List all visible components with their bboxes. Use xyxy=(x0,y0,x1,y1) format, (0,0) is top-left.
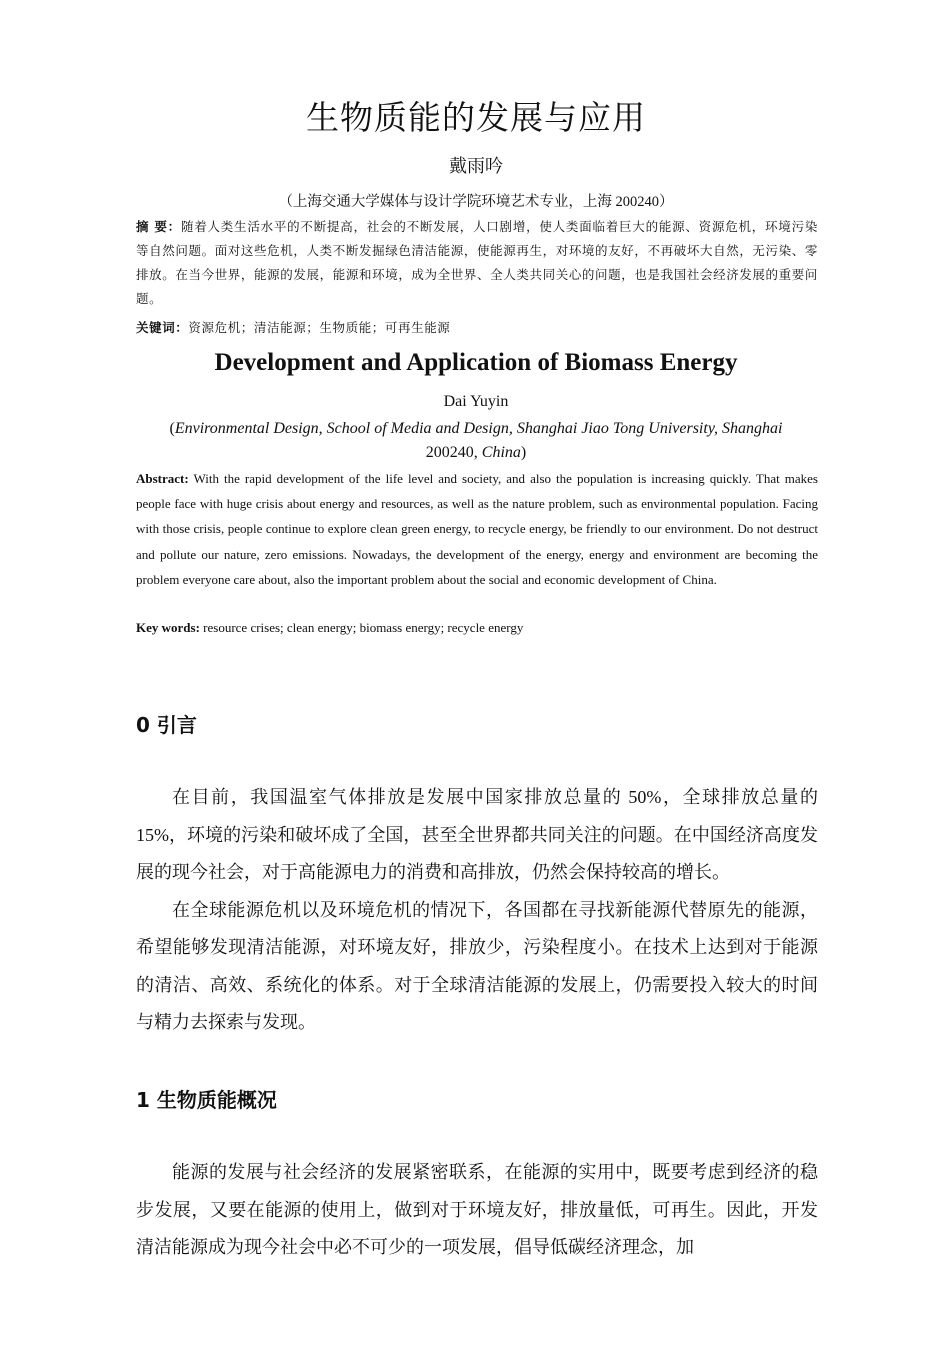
english-affiliation xyxy=(140,417,812,465)
english-keywords xyxy=(136,618,818,638)
chinese-abstract xyxy=(136,215,818,311)
section-heading-biomass-overview: 1 生物质能概况 xyxy=(136,1088,277,1112)
section-body-introduction xyxy=(136,779,818,1042)
chinese-keywords xyxy=(136,318,818,338)
section-body-biomass-overview xyxy=(136,1154,818,1267)
paragraph: 在全球能源危机以及环境危机的情况下，各国都在寻找新能源代替原先的能源，希望能够发现清洁能源，对环境友好，排放少，污染程度小。在技术上达到对于能源的清洁、高效、系统化的体系。对于全球清洁能源的发展上，仍需要投入较大的时间与精力去探索与发现。 xyxy=(136,899,818,1032)
chinese-abstract-label: 摘 要： xyxy=(136,219,181,234)
english-abstract xyxy=(136,466,818,592)
english-keywords-label: Key words: xyxy=(136,620,200,635)
chinese-keywords-label: 关键词： xyxy=(136,320,189,335)
english-affiliation-postcode: 200240, xyxy=(425,444,482,461)
english-affiliation-close: ) xyxy=(520,444,527,461)
paragraph: 能源的发展与社会经济的发展紧密联系，在能源的实用中，既要考虑到经济的稳步发展，又要在能源的使用上，做到对于环境友好，排放量低，可再生。因此，开发清洁能源成为现今社会中必不可少的一项发展，倡导低碳经济理念，加 xyxy=(136,1162,818,1257)
english-abstract-text: With the rapid development of the life level and society, and also the population is increasing quickly. That makes people face with huge crisis about energy and resources, as well as the nature problem, such as environmental population. Facing with those crisis, people continue to explore clean green energy, to recycle energy, be friendly to our environment. Do not destruct and pollute our nature, zero emissions. Nowadays, the development of the energy, energy and environment are becoming the problem everyone care about, also the important problem about the social and economic development of China. xyxy=(136,471,818,587)
english-abstract-label: Abstract: xyxy=(136,471,189,486)
english-keywords-text: resource crises; clean energy; biomass energy; recycle energy xyxy=(199,620,524,635)
english-affiliation-open: ( xyxy=(169,420,175,437)
english-affiliation-country: China xyxy=(481,444,521,461)
section-heading-introduction: 0 引言 xyxy=(136,713,197,737)
chinese-affiliation: （上海交通大学媒体与设计学院环境艺术专业，上海 200240） xyxy=(278,194,674,210)
english-affiliation-main: Environmental Design, School of Media and Design, Shanghai Jiao Tong University, Shanghai xyxy=(174,420,783,437)
english-author: Dai Yuyin xyxy=(443,393,509,410)
paragraph: 在目前，我国温室气体排放是发展中国家排放总量的 50%，全球排放总量的 15%，环境的污染和破坏成了全国，甚至全世界都共同关注的问题。在中国经济高度发展的现今社会，对于高能源电力的消费和高排放，仍然会保持较高的增长。 xyxy=(136,787,818,882)
english-title: Development and Application of Biomass Energy xyxy=(214,349,738,376)
chinese-keywords-text: 资源危机；清洁能源；生物质能；可再生能源 xyxy=(188,321,451,335)
chinese-title: 生物质能的发展与应用 xyxy=(306,98,646,137)
chinese-abstract-text: 随着人类生活水平的不断提高，社会的不断发展，人口剧增，使人类面临着巨大的能源、资源危机，环境污染等自然问题。面对这些危机，人类不断发掘绿色清洁能源，使能源再生，对环境的友好，不再破坏大自然，无污染、零排放。在当今世界，能源的发展，能源和环境，成为全世界、全人类共同关心的问题，也是我国社会经济发展的重要问题。 xyxy=(136,220,818,306)
chinese-author: 戴雨吟 xyxy=(449,156,503,176)
